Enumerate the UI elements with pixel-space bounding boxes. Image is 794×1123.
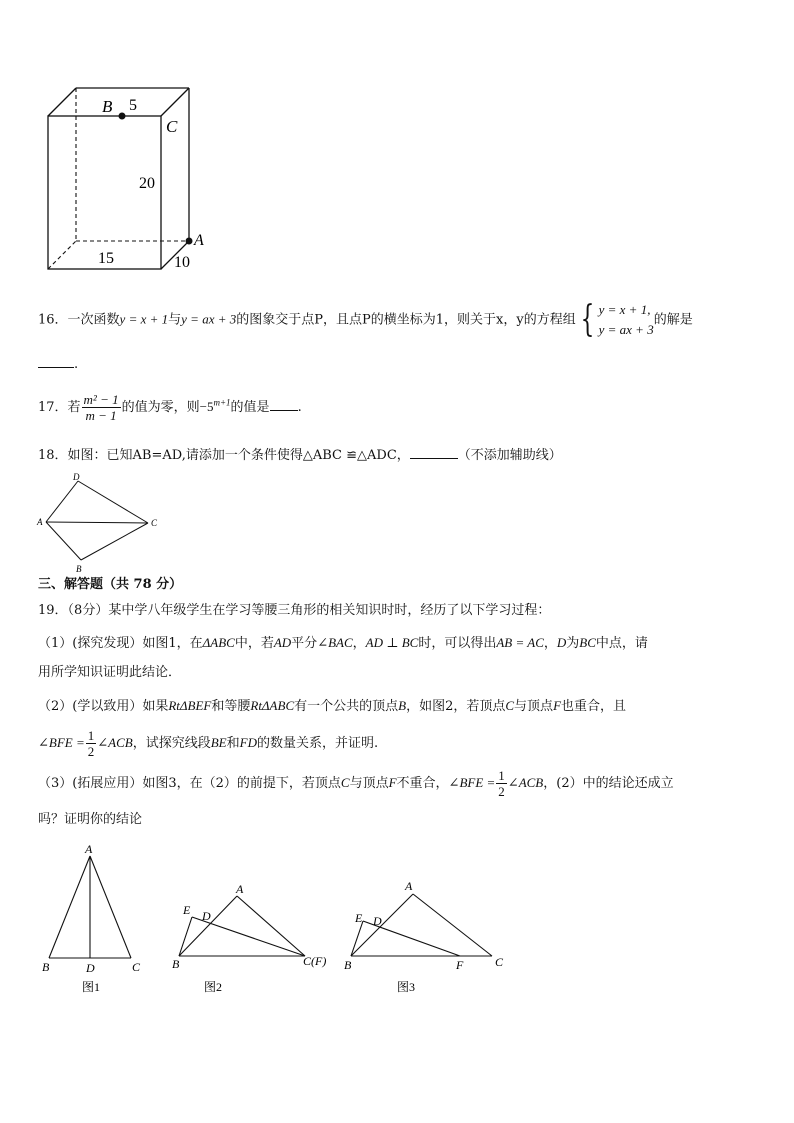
q18-label-C: C [151, 518, 158, 528]
fig1-label-C: C [132, 960, 141, 974]
box-figure [30, 80, 220, 280]
fig3-label-A: A [405, 879, 413, 893]
q19-p2-b: 和等腰 [211, 699, 251, 714]
label-15: 15 [98, 250, 114, 267]
point-B [119, 113, 126, 120]
point-A [186, 238, 193, 245]
q19-p2-t1: RtΔBEF [168, 698, 212, 713]
question-16 [38, 300, 693, 340]
q19-part3 [38, 768, 674, 799]
q19-p2-h: 和 [226, 736, 240, 751]
figure-3 [340, 876, 510, 998]
q19-p3-b: 与顶点 [349, 776, 389, 791]
fig1-label-B: B [42, 960, 50, 974]
q18-label-D: D [73, 472, 80, 482]
label-A: A [194, 232, 204, 249]
q17-expr: −5 [199, 399, 214, 414]
q19-p2-d: ，如图2，若顶点 [406, 699, 506, 714]
figure-2 [168, 876, 338, 998]
q19-p2-ang2: ∠ACB [97, 735, 133, 750]
q19-p1-eq: AB = AC [496, 635, 544, 650]
q19-intro: 19．（8分）某中学八年级学生在学习等腰三角形的相关知识时时，经历了以下学习过程： [38, 603, 551, 618]
fig2-label-E: E [183, 903, 191, 917]
q17-prefix: 17．若 [38, 400, 81, 415]
q16-tail: . [74, 357, 79, 372]
q19-p3-half-num: 1 [498, 768, 505, 783]
question-18 [38, 446, 562, 465]
q19-p2-B: B [398, 698, 407, 713]
q19-p1-f: ， [543, 636, 557, 651]
q17-numerator: m² − 1 [83, 392, 119, 407]
figure-1 [38, 838, 148, 998]
q19-p3-a: （3）(拓展应用）如图3，在（2）的前提下，若顶点 [38, 776, 341, 791]
q16-eq2: y = ax + 3 [598, 322, 654, 337]
q19-p3-ang1: ∠BFE = [448, 775, 496, 790]
q17-mid: 的值为零，则 [121, 400, 200, 415]
q17-fraction [82, 392, 121, 423]
q17-exp: m+1 [213, 397, 231, 408]
q18-figure [34, 470, 164, 576]
q19-p3-half [496, 768, 507, 799]
section-3-title: 三、解答题（共 78 分） [38, 577, 183, 592]
q19-p1-d: ， [352, 636, 366, 651]
q19-p2-t2: RtΔABC [250, 698, 295, 713]
q16-mid1: 与 [168, 312, 182, 328]
fig2-label-B: B [172, 957, 180, 971]
q19-p1-h: 中点，请 [595, 636, 648, 651]
fig2-caption: 图2 [204, 980, 223, 994]
q19-part2 [38, 697, 626, 716]
fig2-label-CF: C(F) [303, 954, 327, 968]
q16-prefix: 16．一次函数 [38, 312, 120, 328]
q19-p1-e: 时，可以得出 [418, 636, 497, 651]
q16-answer-blank[interactable] [38, 355, 74, 368]
q18-tail: （不添加辅助线） [457, 448, 562, 463]
q18-text: 18．如图：已知AB=AD,请添加一个条件使得△ABC ≌△ADC， [38, 448, 410, 463]
q19-p3-half-den: 2 [498, 784, 505, 799]
q19-p1-c: 平分 [291, 636, 318, 651]
q19-p3-ang2: ∠ACB [507, 775, 544, 790]
fig3-label-C: C [495, 955, 504, 969]
q19-p1-tri: ΔABC [202, 635, 235, 650]
q19-p2-c: 有一个公共的顶点 [294, 699, 399, 714]
fig1-label-D: D [86, 961, 95, 975]
q17-denominator: m − 1 [85, 408, 117, 423]
q19-p2-half-den: 2 [87, 744, 95, 759]
q16-brace: { [580, 299, 595, 340]
q19-p1-ang: ∠BAC [317, 635, 353, 650]
fig1-caption: 图1 [82, 980, 101, 994]
label-20: 20 [139, 175, 155, 192]
fig3-label-B: B [344, 958, 352, 972]
q19-p1-g: 为 [566, 636, 580, 651]
q16-func1: y = x + 1 [119, 311, 169, 327]
q18-answer-blank[interactable] [410, 446, 458, 459]
q19-p2-f: 也重合，且 [561, 699, 627, 714]
q19-p2-ang1: ∠BFE = [38, 735, 85, 750]
q19-p2-BE: BE [210, 735, 227, 750]
label-10: 10 [174, 254, 190, 271]
q19-p2-C: C [505, 698, 515, 713]
q19-p2-half-num: 1 [87, 728, 95, 743]
fig2-label-D: D [202, 909, 211, 923]
fig1-label-A: A [85, 842, 93, 856]
q19-part1 [38, 634, 648, 653]
label-C: C [166, 117, 178, 136]
q16-system [599, 300, 654, 340]
question-17 [38, 392, 302, 423]
q16-eq1: y = x + 1, [598, 302, 651, 317]
q16-answer-line [38, 355, 78, 374]
q19-p2-g: ，试探究线段 [132, 736, 211, 751]
q19-p2-half [86, 728, 97, 759]
q19-p2-e: 与顶点 [514, 699, 554, 714]
q17-answer-blank[interactable] [270, 398, 298, 411]
q19-p3-d: ，(2）中的结论还成立 [543, 776, 674, 791]
fig3-label-D: D [373, 914, 382, 928]
q16-suffix: 的解是 [653, 312, 693, 328]
q19-part3-line2: 吗？证明你的结论 [38, 812, 143, 827]
q19-part1-line2: 用所学知识证明此结论． [38, 665, 182, 680]
q19-p2-a: （2）(学以致用）如果 [38, 699, 169, 714]
q17-tail: . [297, 400, 302, 415]
q19-p1-perp: AD ⊥ BC [365, 635, 419, 650]
q19-p2-F: F [553, 698, 562, 713]
q19-p1-D: D [556, 635, 567, 650]
q19-p2-FD: FD [239, 735, 257, 750]
q19-p3-F: F [388, 775, 397, 790]
q19-part2-line2 [38, 728, 378, 759]
fig3-label-E: E [355, 911, 363, 925]
label-B: B [102, 97, 113, 116]
fig3-caption: 图3 [397, 980, 416, 994]
label-5: 5 [129, 97, 137, 114]
q16-func2: y = ax + 3 [181, 311, 237, 327]
q18-label-A: A [37, 517, 43, 527]
q18-label-B: B [76, 564, 82, 574]
q17-suffix: 的值是 [230, 400, 270, 415]
q19-p2-i: 的数量关系，并证明. [256, 736, 379, 751]
q19-p1-a: （1）(探究发现）如图1，在 [38, 636, 203, 651]
q19-p1-ad: AD [273, 635, 292, 650]
q19-p3-c: 不重合， [396, 776, 449, 791]
q19-p1-b: 中，若 [234, 636, 274, 651]
fig3-label-F: F [456, 958, 464, 972]
fig2-label-A: A [236, 882, 244, 896]
q19-p3-C: C [340, 775, 350, 790]
q16-mid2: 的图象交于点P，且点P的横坐标为1，则关于x，y的方程组 [236, 312, 576, 328]
q19-p1-BC: BC [579, 635, 596, 650]
